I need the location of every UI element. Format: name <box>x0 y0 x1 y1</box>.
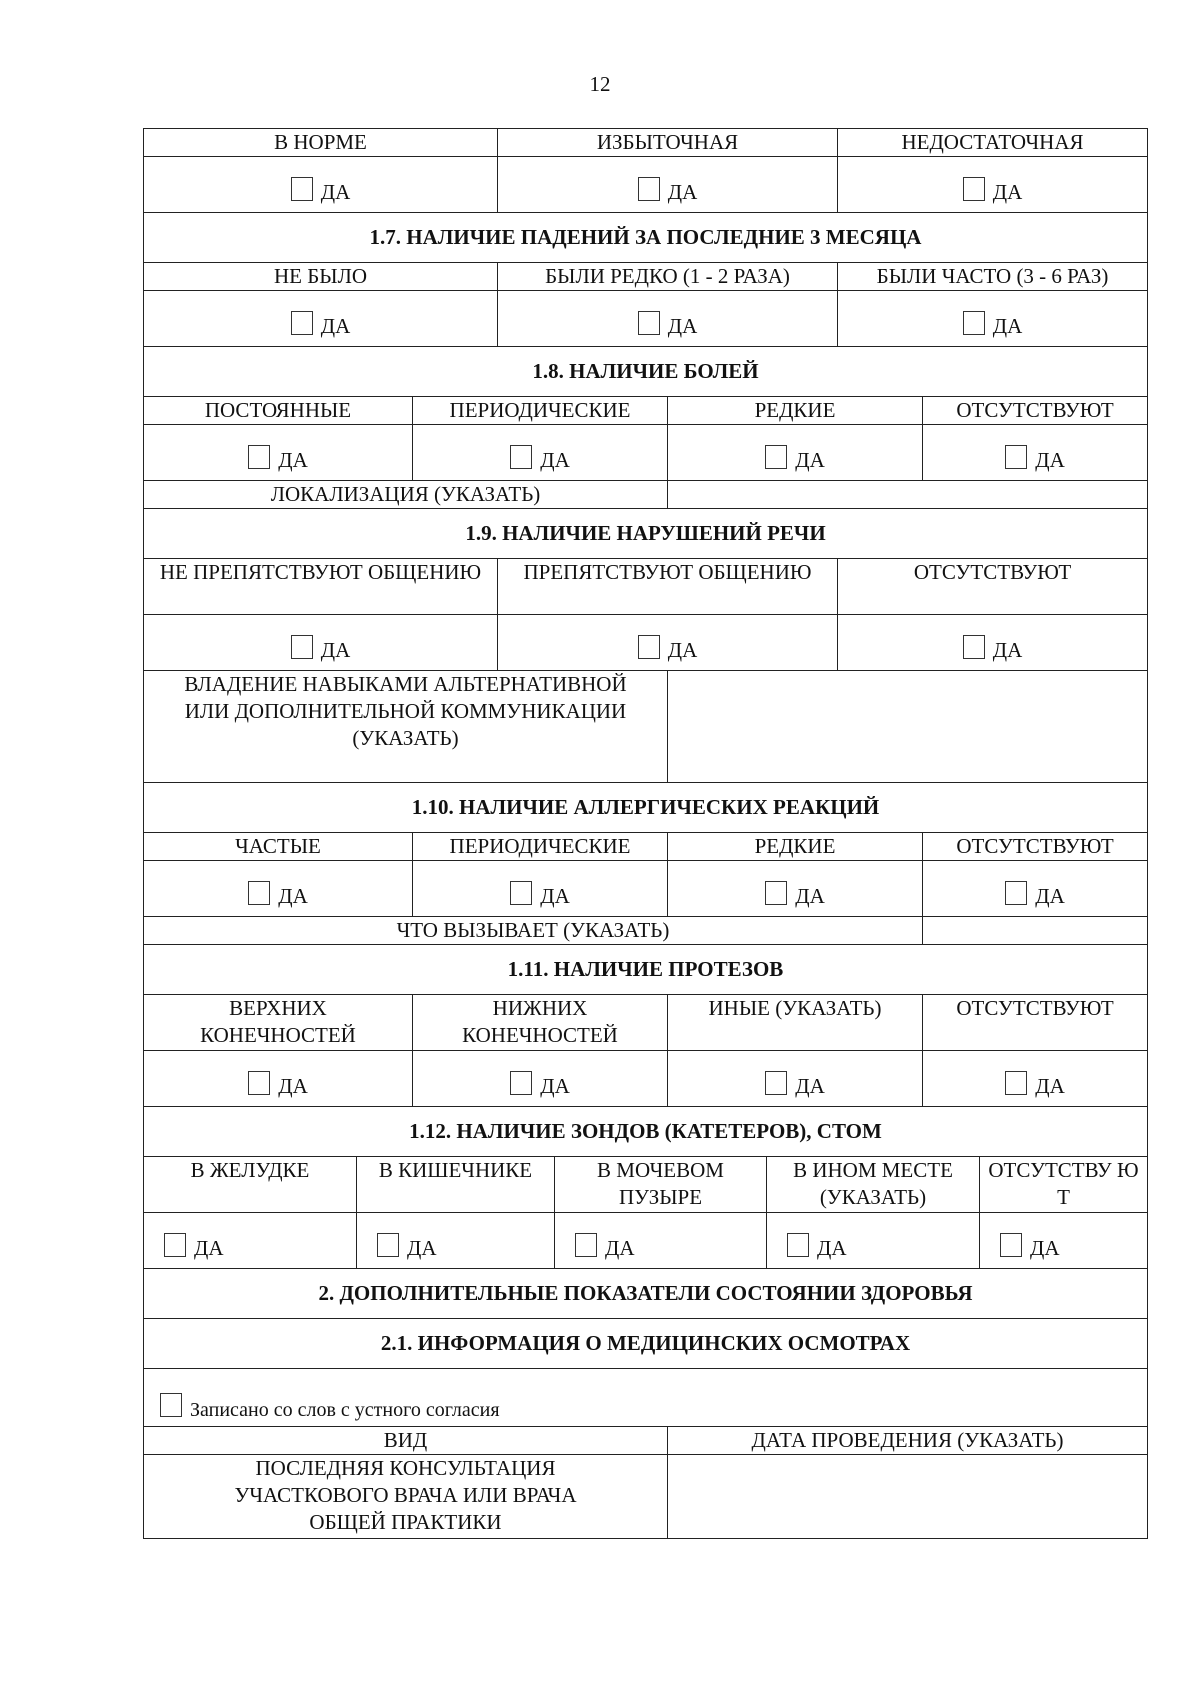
allergy-periodic-cell <box>413 861 668 916</box>
weight-excess-checkbox[interactable] <box>638 177 660 201</box>
consent-label: Записано со слов с устного согласия <box>190 1399 500 1421</box>
speech-no-obstacle-header: НЕ ПРЕПЯТСТВУЮТ ОБЩЕНИЮ <box>144 559 498 614</box>
allergy-frequent-header: ЧАСТЫЕ <box>144 833 413 860</box>
pain-rare-cell <box>668 425 923 480</box>
yes-label: ДА <box>667 638 698 662</box>
probes-bladder-header: В МОЧЕВОМ ПУЗЫРЕ <box>555 1157 767 1212</box>
probes-other-checkbox[interactable] <box>787 1233 809 1257</box>
probes-title-row <box>143 1107 1148 1157</box>
speech-obstacle-header: ПРЕПЯТСТВУЮТ ОБЩЕНИЮ <box>498 559 838 614</box>
last-consult-date-field[interactable] <box>668 1455 1147 1538</box>
assessment-form <box>143 128 1148 1539</box>
probes-bladder-cell <box>555 1213 767 1268</box>
yes-label: ДА <box>278 448 308 472</box>
weight-normal-cell <box>144 157 498 212</box>
weight-normal-checkbox[interactable] <box>291 177 313 201</box>
weight-excess-cell <box>498 157 838 212</box>
last-consult-row <box>143 1455 1148 1539</box>
probes-title: 1.12. НАЛИЧИЕ ЗОНДОВ (КАТЕТЕРОВ), СТОМ <box>409 1119 882 1143</box>
speech-no-obstacle-checkbox[interactable] <box>291 635 313 659</box>
probes-intestine-header: В КИШЕЧНИКЕ <box>357 1157 555 1212</box>
allergy-cause-row <box>143 917 1148 945</box>
yes-label: ДА <box>320 180 351 204</box>
alt-comm-row <box>143 671 1148 783</box>
section2-title-row <box>143 1269 1148 1319</box>
pain-header-row <box>143 397 1148 425</box>
pain-localization-row <box>143 481 1148 509</box>
prosthesis-other-header: ИНЫЕ (УКАЗАТЬ) <box>668 995 923 1050</box>
yes-label: ДА <box>795 448 825 472</box>
yes-label: ДА <box>1035 448 1065 472</box>
last-consult-label: ПОСЛЕДНЯЯ КОНСУЛЬТАЦИЯ УЧАСТКОВОГО ВРАЧА ИЛИ ВРАЧА ОБЩЕЙ ПРАКТИКИ <box>144 1455 668 1538</box>
weight-deficit-checkbox[interactable] <box>963 177 985 201</box>
weight-deficit-cell <box>838 157 1147 212</box>
speech-absent-cell <box>838 615 1147 670</box>
allergy-title: 1.10. НАЛИЧИЕ АЛЛЕРГИЧЕСКИХ РЕАКЦИЙ <box>411 795 880 819</box>
yes-label: ДА <box>667 314 698 338</box>
pain-check-row <box>143 425 1148 481</box>
speech-title: 1.9. НАЛИЧИЕ НАРУШЕНИЙ РЕЧИ <box>465 521 826 545</box>
allergy-absent-checkbox[interactable] <box>1005 881 1027 905</box>
allergy-rare-header: РЕДКИЕ <box>668 833 923 860</box>
yes-label: ДА <box>278 884 308 908</box>
allergy-check-row <box>143 861 1148 917</box>
speech-header-row <box>143 559 1148 615</box>
pain-constant-cell <box>144 425 413 480</box>
falls-none-header: НЕ БЫЛО <box>144 263 498 290</box>
yes-label: ДА <box>194 1236 224 1260</box>
allergy-absent-header: ОТСУТСТВУЮТ <box>956 834 1114 858</box>
pain-periodic-checkbox[interactable] <box>510 445 532 469</box>
pain-localization-label: ЛОКАЛИЗАЦИЯ (УКАЗАТЬ) <box>144 481 668 508</box>
yes-label: ДА <box>407 1236 437 1260</box>
probes-stomach-header: В ЖЕЛУДКЕ <box>144 1157 357 1212</box>
falls-title: 1.7. НАЛИЧИЕ ПАДЕНИЙ ЗА ПОСЛЕДНИЕ 3 МЕСЯЦА <box>369 225 922 249</box>
pain-constant-checkbox[interactable] <box>248 445 270 469</box>
yes-label: ДА <box>278 1074 308 1098</box>
alt-comm-label: ВЛАДЕНИЕ НАВЫКАМИ АЛЬТЕРНАТИВНОЙ ИЛИ ДОПОЛНИТЕЛЬНОЙ КОММУНИКАЦИИ (УКАЗАТЬ) <box>144 671 668 782</box>
allergy-absent-cell <box>923 861 1147 916</box>
consent-checkbox[interactable] <box>160 1393 182 1417</box>
probes-check-row <box>143 1213 1148 1269</box>
allergy-header-row <box>143 833 1148 861</box>
weight-normal-header: В НОРМЕ <box>144 129 498 156</box>
yes-label: ДА <box>817 1236 847 1260</box>
allergy-title-row <box>143 783 1148 833</box>
alt-comm-field[interactable] <box>668 671 1147 782</box>
prosthesis-absent-cell <box>923 1051 1147 1106</box>
probes-stomach-cell <box>144 1213 357 1268</box>
falls-rare-cell <box>498 291 838 346</box>
falls-frequent-cell <box>838 291 1147 346</box>
speech-check-row <box>143 615 1148 671</box>
yes-label: ДА <box>992 314 1023 338</box>
exams-type-header: ВИД <box>144 1427 668 1454</box>
prosthesis-upper-header: ВЕРХНИХ КОНЕЧНОСТЕЙ <box>144 995 413 1050</box>
weight-excess-header: ИЗБЫТОЧНАЯ <box>498 129 838 156</box>
falls-frequent-header: БЫЛИ ЧАСТО (3 - 6 РАЗ) <box>876 264 1109 288</box>
allergy-cause-field[interactable] <box>923 917 1147 944</box>
yes-label: ДА <box>320 314 351 338</box>
probes-bladder-checkbox[interactable] <box>575 1233 597 1257</box>
pain-absent-checkbox[interactable] <box>1005 445 1027 469</box>
prosthesis-absent-checkbox[interactable] <box>1005 1071 1027 1095</box>
speech-title-row <box>143 509 1148 559</box>
prosthesis-header-row <box>143 995 1148 1051</box>
falls-none-cell <box>144 291 498 346</box>
speech-obstacle-cell <box>498 615 838 670</box>
yes-label: ДА <box>992 180 1023 204</box>
allergy-rare-cell <box>668 861 923 916</box>
yes-label: ДА <box>540 1074 570 1098</box>
yes-label: ДА <box>667 180 698 204</box>
weight-header-row <box>143 128 1148 157</box>
allergy-rare-checkbox[interactable] <box>765 881 787 905</box>
pain-title: 1.8. НАЛИЧИЕ БОЛЕЙ <box>532 359 759 383</box>
probes-absent-cell <box>980 1213 1147 1268</box>
probes-absent-header: ОТСУТСТВУ ЮТ <box>988 1158 1139 1209</box>
prosthesis-lower-checkbox[interactable] <box>510 1071 532 1095</box>
page-number: 12 <box>589 72 611 96</box>
allergy-periodic-checkbox[interactable] <box>510 881 532 905</box>
pain-rare-checkbox[interactable] <box>765 445 787 469</box>
yes-label: ДА <box>1035 884 1065 908</box>
pain-periodic-header: ПЕРИОДИЧЕСКИЕ <box>413 397 668 424</box>
allergy-periodic-header: ПЕРИОДИЧЕСКИЕ <box>413 833 668 860</box>
prosthesis-upper-checkbox[interactable] <box>248 1071 270 1095</box>
probes-stomach-checkbox[interactable] <box>164 1233 186 1257</box>
falls-title-row <box>143 213 1148 263</box>
prosthesis-absent-header: ОТСУТСТВУЮТ <box>956 996 1114 1020</box>
yes-label: ДА <box>795 884 825 908</box>
speech-no-obstacle-cell <box>144 615 498 670</box>
consent-row <box>143 1369 1148 1427</box>
yes-label: ДА <box>540 448 570 472</box>
falls-check-row <box>143 291 1148 347</box>
speech-absent-header: ОТСУТСТВУЮТ <box>913 560 1072 584</box>
probes-header-row <box>143 1157 1148 1213</box>
pain-title-row <box>143 347 1148 397</box>
allergy-frequent-cell <box>144 861 413 916</box>
prosthesis-lower-header: НИЖНИХ КОНЕЧНОСТЕЙ <box>413 995 668 1050</box>
falls-frequent-checkbox[interactable] <box>963 311 985 335</box>
yes-label: ДА <box>320 638 351 662</box>
pain-absent-cell <box>923 425 1147 480</box>
prosthesis-title: 1.11. НАЛИЧИЕ ПРОТЕЗОВ <box>507 957 784 981</box>
probes-absent-checkbox[interactable] <box>1000 1233 1022 1257</box>
probes-other-header: В ИНОМ МЕСТЕ (УКАЗАТЬ) <box>767 1157 980 1212</box>
pain-constant-header: ПОСТОЯННЫЕ <box>144 397 413 424</box>
weight-deficit-header: НЕДОСТАТОЧНАЯ <box>901 130 1084 154</box>
yes-label: ДА <box>795 1074 825 1098</box>
prosthesis-title-row <box>143 945 1148 995</box>
pain-rare-header: РЕДКИЕ <box>668 397 923 424</box>
allergy-cause-label: ЧТО ВЫЗЫВАЕТ (УКАЗАТЬ) <box>144 917 923 944</box>
pain-localization-field[interactable] <box>668 481 1147 508</box>
yes-label: ДА <box>1035 1074 1065 1098</box>
prosthesis-check-row <box>143 1051 1148 1107</box>
yes-label: ДА <box>605 1236 635 1260</box>
prosthesis-lower-cell <box>413 1051 668 1106</box>
yes-label: ДА <box>1030 1236 1060 1260</box>
speech-absent-checkbox[interactable] <box>963 635 985 659</box>
probes-intestine-checkbox[interactable] <box>377 1233 399 1257</box>
prosthesis-other-cell <box>668 1051 923 1106</box>
yes-label: ДА <box>540 884 570 908</box>
falls-rare-header: БЫЛИ РЕДКО (1 - 2 РАЗА) <box>498 263 838 290</box>
falls-rare-checkbox[interactable] <box>638 311 660 335</box>
speech-obstacle-checkbox[interactable] <box>638 635 660 659</box>
prosthesis-other-checkbox[interactable] <box>765 1071 787 1095</box>
falls-none-checkbox[interactable] <box>291 311 313 335</box>
pain-absent-header: ОТСУТСТВУЮТ <box>956 398 1114 422</box>
section2-title: 2. ДОПОЛНИТЕЛЬНЫЕ ПОКАЗАТЕЛИ СОСТОЯНИИ ЗДОРОВЬЯ <box>318 1281 973 1305</box>
consent-cell <box>144 1369 1147 1426</box>
weight-check-row <box>143 157 1148 213</box>
exams-title-row <box>143 1319 1148 1369</box>
probes-other-cell <box>767 1213 980 1268</box>
allergy-frequent-checkbox[interactable] <box>248 881 270 905</box>
pain-periodic-cell <box>413 425 668 480</box>
exams-title: 2.1. ИНФОРМАЦИЯ О МЕДИЦИНСКИХ ОСМОТРАХ <box>380 1331 911 1355</box>
exams-date-header: ДАТА ПРОВЕДЕНИЯ (УКАЗАТЬ) <box>751 1428 1064 1452</box>
falls-header-row <box>143 263 1148 291</box>
prosthesis-upper-cell <box>144 1051 413 1106</box>
exams-header-row <box>143 1427 1148 1455</box>
yes-label: ДА <box>992 638 1023 662</box>
probes-intestine-cell <box>357 1213 555 1268</box>
